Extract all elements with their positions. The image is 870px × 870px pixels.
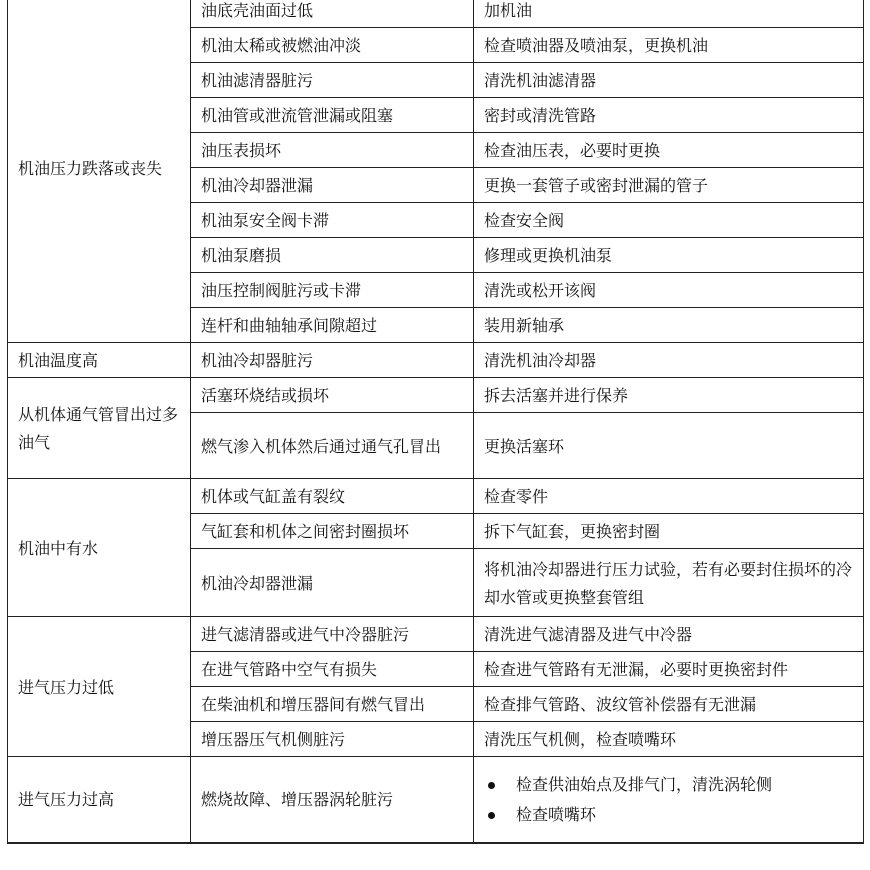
- remedy-cell: 检查安全阀: [474, 203, 864, 238]
- remedy-cell: 拆去活塞并进行保养: [474, 378, 864, 413]
- symptom-cell: 机油中有水: [8, 479, 191, 617]
- remedy-cell: 清洗进气滤清器及进气中冷器: [474, 617, 864, 652]
- symptom-cell: 从机体通气管冒出过多油气: [8, 378, 191, 479]
- remedy-cell: 检查进气管路有无泄漏，必要时更换密封件: [474, 652, 864, 687]
- remedy-cell: 更换一套管子或密封泄漏的管子: [474, 168, 864, 203]
- remedy-cell: 清洗或松开该阀: [474, 273, 864, 308]
- table-row: [8, 757, 864, 843]
- cause-cell: 在进气管路中空气有损失: [191, 652, 474, 687]
- symptom-cell: 进气压力过低: [8, 617, 191, 757]
- remedy-cell: 检查零件: [474, 479, 864, 514]
- fault-table: [7, 0, 864, 844]
- cause-cell: 油压表损坏: [191, 133, 474, 168]
- remedy-cell: [474, 757, 864, 843]
- table-row: [8, 617, 864, 652]
- cause-cell: 机油管或泄流管泄漏或阻塞: [191, 98, 474, 133]
- cause-cell: 增压器压气机侧脏污: [191, 722, 474, 757]
- remedy-cell: 密封或清洗管路: [474, 98, 864, 133]
- fault-table-page: [7, 0, 863, 844]
- cause-cell: 连杆和曲轴轴承间隙超过: [191, 308, 474, 343]
- remedy-bullet-item: 检查喷嘴环: [484, 800, 853, 830]
- cause-cell: 气缸套和机体之间密封圈损坏: [191, 514, 474, 549]
- remedy-cell: 清洗机油冷却器: [474, 343, 864, 378]
- remedy-cell: 装用新轴承: [474, 308, 864, 343]
- remedy-bullet-list: [484, 770, 853, 830]
- cause-cell: 燃气渗入机体然后通过通气孔冒出: [191, 413, 474, 479]
- remedy-cell: 检查油压表，必要时更换: [474, 133, 864, 168]
- cause-cell: 进气滤清器或进气中冷器脏污: [191, 617, 474, 652]
- table-row: [8, 343, 864, 378]
- remedy-cell: 清洗机油滤清器: [474, 63, 864, 98]
- symptom-cell: 机油压力跌落或丧失: [8, 0, 191, 343]
- cause-cell: 机油冷却器脏污: [191, 343, 474, 378]
- remedy-cell: 修理或更换机油泵: [474, 238, 864, 273]
- remedy-cell: 加机油: [474, 0, 864, 28]
- remedy-cell: 更换活塞环: [474, 413, 864, 479]
- cause-cell: 油底壳油面过低: [191, 0, 474, 28]
- table-row: [8, 378, 864, 413]
- cause-cell: 机油滤清器脏污: [191, 63, 474, 98]
- cause-cell: 活塞环烧结或损坏: [191, 378, 474, 413]
- remedy-bullet-item: 检查供油始点及排气门，清洗涡轮侧: [484, 770, 853, 800]
- cause-cell: 机油泵磨损: [191, 238, 474, 273]
- symptom-cell: 机油温度高: [8, 343, 191, 378]
- remedy-cell: 检查喷油器及喷油泵，更换机油: [474, 28, 864, 63]
- remedy-cell: 检查排气管路、波纹管补偿器有无泄漏: [474, 687, 864, 722]
- remedy-cell: 清洗压气机侧，检查喷嘴环: [474, 722, 864, 757]
- cause-cell: 机油冷却器泄漏: [191, 549, 474, 617]
- cause-cell: 机油太稀或被燃油冲淡: [191, 28, 474, 63]
- remedy-cell: 拆下气缸套，更换密封圈: [474, 514, 864, 549]
- table-row: [8, 479, 864, 514]
- cause-cell: 燃烧故障、增压器涡轮脏污: [191, 757, 474, 843]
- cause-cell: 机油泵安全阀卡滞: [191, 203, 474, 238]
- remedy-cell: 将机油冷却器进行压力试验，若有必要封住损坏的冷却水管或更换整套管组: [474, 549, 864, 617]
- cause-cell: 油压控制阀脏污或卡滞: [191, 273, 474, 308]
- cause-cell: 机体或气缸盖有裂纹: [191, 479, 474, 514]
- cause-cell: 在柴油机和增压器间有燃气冒出: [191, 687, 474, 722]
- cause-cell: 机油冷却器泄漏: [191, 168, 474, 203]
- symptom-cell: 进气压力过高: [8, 757, 191, 843]
- table-row: [8, 0, 864, 28]
